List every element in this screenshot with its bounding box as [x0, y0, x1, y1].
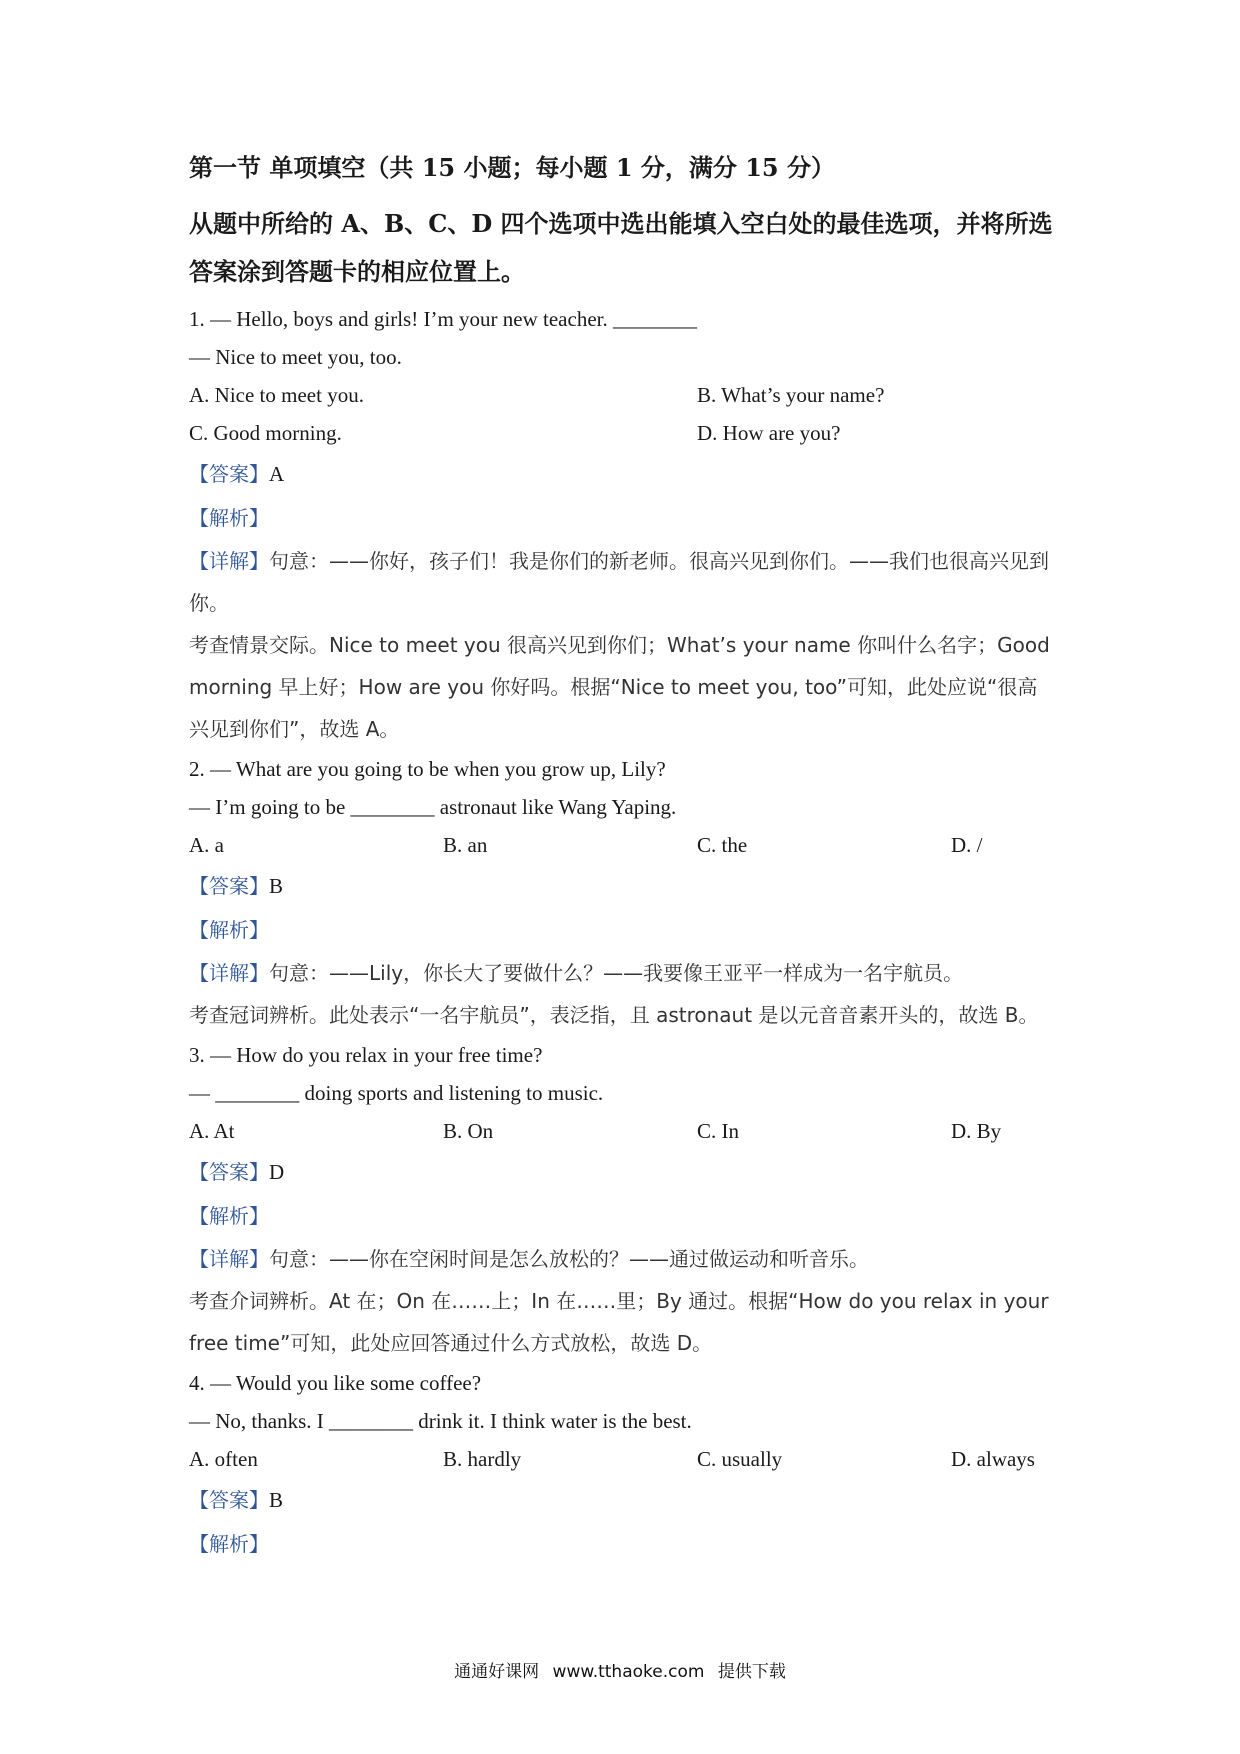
- section-instruction: 从题中所给的 A、B、C、D 四个选项中选出能填入空白处的最佳选项，并将所选答案涂到答题卡的相应位置上。: [189, 209, 1053, 286]
- analysis-line: [189, 496, 1055, 540]
- option-a: A. Nice to meet you.: [189, 383, 364, 407]
- detail-text: 句意：——Lily，你长大了要做什么？——我要像王亚平一样成为一名宇航员。: [269, 961, 964, 985]
- option-d: D. /: [951, 833, 983, 857]
- detail-tag: 【详解】: [189, 1247, 269, 1271]
- option-d: D. By: [951, 1119, 1002, 1143]
- answer-line: [189, 864, 1055, 908]
- option-c: C. usually: [697, 1447, 783, 1471]
- page-footer: [0, 1657, 1240, 1682]
- answer-value: B: [269, 1488, 284, 1512]
- document-page: [189, 150, 1055, 1566]
- question-3: [189, 1036, 1055, 1364]
- option-a: A. often: [189, 1447, 258, 1471]
- detail-line: [189, 952, 1055, 994]
- question-response: — Nice to meet you, too.: [189, 345, 402, 369]
- detail-line: [189, 540, 1055, 624]
- analysis-tag: 【解析】: [189, 506, 269, 530]
- question-stem: 2. — What are you going to be when you grow up, Lily?: [189, 757, 666, 781]
- analysis-tag: 【解析】: [189, 918, 269, 942]
- answer-tag: 【答案】: [189, 1160, 269, 1184]
- question-stem: 4. — Would you like some coffee?: [189, 1371, 482, 1395]
- answer-tag: 【答案】: [189, 462, 269, 486]
- option-a: A. At: [189, 1119, 235, 1143]
- explanation-text: 考查情景交际。Nice to meet you 很高兴见到你们；What’s your name 你叫什么名字；Good morning 早上好；How are you 你好吗。根据“Nice to meet you, too”可知，此处应说“很高兴见到你们”，故选 A。: [189, 633, 1050, 741]
- answer-value: D: [269, 1160, 285, 1184]
- options: [189, 1112, 1055, 1150]
- question-1: [189, 300, 1055, 750]
- question-stem: 1. — Hello, boys and girls! I’m your new teacher. ________: [189, 307, 697, 331]
- option-b: B. What’s your name?: [697, 383, 885, 407]
- question-response: — ________ doing sports and listening to music.: [189, 1081, 604, 1105]
- section-title: 第一节 单项填空（共 15 小题；每小题 1 分，满分 15 分）: [189, 153, 835, 182]
- analysis-tag: 【解析】: [189, 1532, 269, 1556]
- option-b: B. an: [443, 833, 488, 857]
- analysis-line: [189, 908, 1055, 952]
- explanation-text: 考查冠词辨析。此处表示“一名宇航员”，表泛指，且 astronaut 是以元音音素开头的，故选 B。: [189, 1003, 1039, 1027]
- answer-value: B: [269, 874, 284, 898]
- question-response: — No, thanks. I ________ drink it. I think water is the best.: [189, 1409, 692, 1433]
- detail-line: [189, 1238, 1055, 1280]
- answer-value: A: [269, 462, 285, 486]
- option-c: C. the: [697, 833, 748, 857]
- option-a: A. a: [189, 833, 224, 857]
- detail-tag: 【详解】: [189, 549, 269, 573]
- question-stem: 3. — How do you relax in your free time?: [189, 1043, 543, 1067]
- footer-url[interactable]: www.tthaoke.com: [552, 1662, 705, 1682]
- footer-note: 提供下载: [717, 1662, 786, 1682]
- detail-text: 句意：——你好，孩子们！我是你们的新老师。很高兴见到你们。——我们也很高兴见到你。: [189, 549, 1049, 615]
- option-c: C. Good morning.: [189, 421, 342, 445]
- answer-line: [189, 452, 1055, 496]
- options: [189, 1440, 1055, 1478]
- answer-line: [189, 1150, 1055, 1194]
- option-b: B. hardly: [443, 1447, 522, 1471]
- footer-site-name: 通通好课网: [454, 1662, 540, 1682]
- option-d: D. always: [951, 1447, 1035, 1471]
- analysis-line: [189, 1522, 1055, 1566]
- question-4: [189, 1364, 1055, 1566]
- options: [189, 826, 1055, 864]
- option-c: C. In: [697, 1119, 739, 1143]
- answer-tag: 【答案】: [189, 874, 269, 898]
- explanation-text: 考查介词辨析。At 在；On 在……上；In 在……里；By 通过。根据“How do you relax in your free time”可知，此处应回答通过什么方式放松，故选 D。: [189, 1289, 1049, 1355]
- detail-tag: 【详解】: [189, 961, 269, 985]
- option-d: D. How are you?: [697, 421, 841, 445]
- question-response: — I’m going to be ________ astronaut like Wang Yaping.: [189, 795, 677, 819]
- answer-line: [189, 1478, 1055, 1522]
- options: [189, 376, 1055, 452]
- analysis-tag: 【解析】: [189, 1204, 269, 1228]
- option-b: B. On: [443, 1119, 494, 1143]
- answer-tag: 【答案】: [189, 1488, 269, 1512]
- analysis-line: [189, 1194, 1055, 1238]
- question-2: [189, 750, 1055, 1036]
- detail-text: 句意：——你在空闲时间是怎么放松的？——通过做运动和听音乐。: [269, 1247, 869, 1271]
